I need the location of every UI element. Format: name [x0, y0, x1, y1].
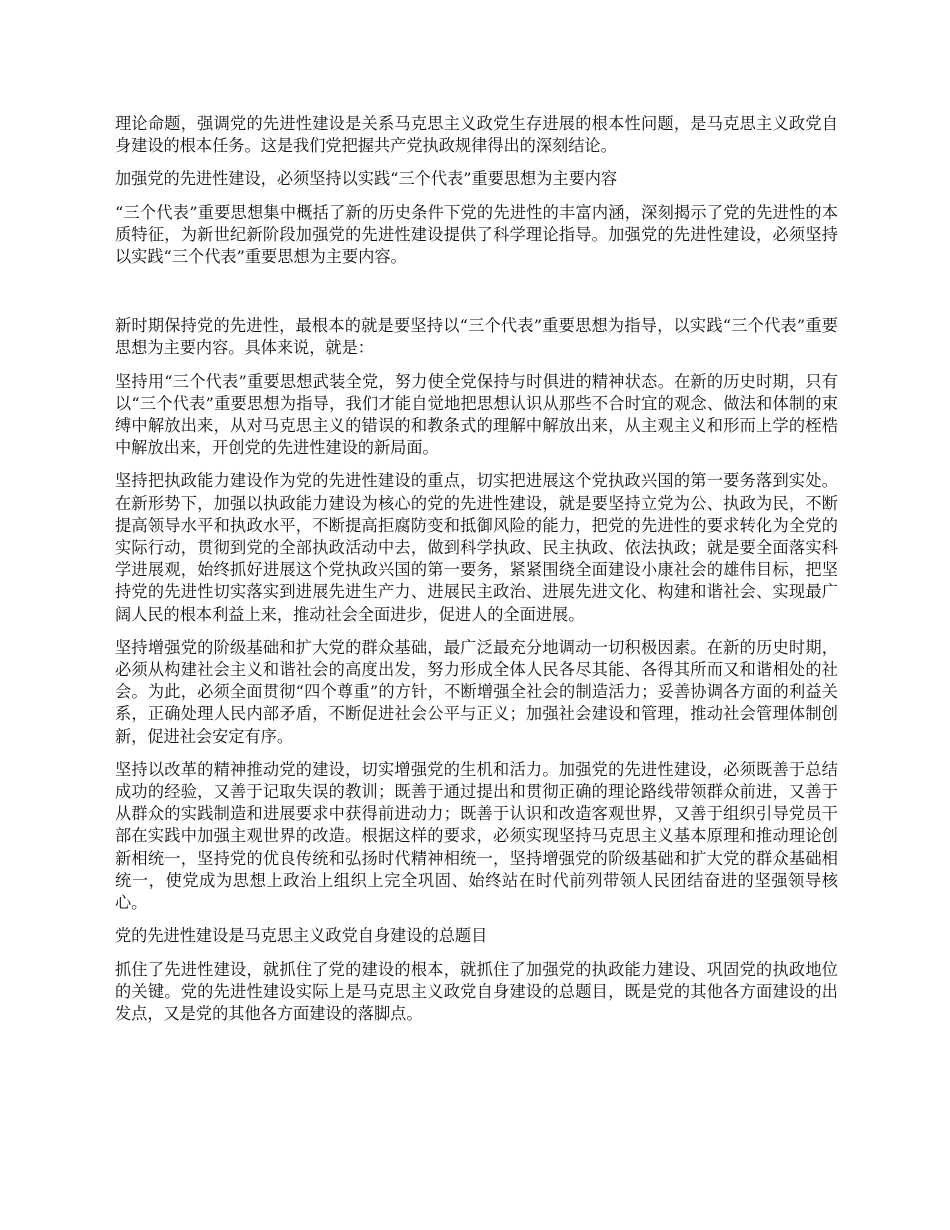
- section-heading-general-topic: 党的先进性建设是马克思主义政党自身建设的总题目: [115, 926, 488, 946]
- paragraph-arm-the-party: 坚持用“三个代表”重要思想武装全党，努力使全党保持与时俱进的精神状态。在新的历史时期，只有以“三个代表”重要思想为指导，我们才能自觉地把思想认识从那些不合时宜的观念、做法和体制的束缚中解放出来，从对马克思主义的错误的和教条式的理解中解放出来，从主观主义和形而上学的桎梏中解放出来，开创党的先进性建设的新局面。: [115, 371, 838, 458]
- paragraph-intro-conclusion: 理论命题，强调党的先进性建设是关系马克思主义政党生存进展的根本性问题，是马克思主义政党自身建设的根本任务。这是我们党把握共产党执政规律得出的深刻结论。: [115, 114, 838, 156]
- paragraph-new-era: 新时期保持党的先进性，最根本的就是要坚持以“三个代表”重要思想为指导，以实践“三个代表”重要思想为主要内容。具体来说，就是：: [115, 316, 838, 358]
- paragraph-closing: 抓住了先进性建设，就抓住了党的建设的根本，就抓住了加强党的执政能力建设、巩固党的执政地位的关键。党的先进性建设实际上是马克思主义政党自身建设的总题目，既是党的其他各方面建设的出发点，又是党的其他各方面建设的落脚点。: [115, 959, 838, 1023]
- paragraph-class-and-mass-base: 坚持增强党的阶级基础和扩大党的群众基础，最广泛最充分地调动一切积极因素。在新的历史时期，必须从构建社会主义和谐社会的高度出发，努力形成全体人民各尽其能、各得其所而又和谐相处的社会。为此，必须全面贯彻“四个尊重”的方针，不断增强全社会的制造活力；妥善协调各方面的利益关系，正确处理人民内部矛盾，不断促进社会公平与正义；加强社会建设和管理，推动社会管理体制创新，促进社会安定有序。: [115, 637, 838, 746]
- document-body: [115, 113, 838, 1036]
- paragraph-three-represents-summary: “三个代表”重要思想集中概括了新的历史条件下党的先进性的丰富内涵，深刻揭示了党的先进性的本质特征，为新世纪新阶段加强党的先进性建设提供了科学理论指导。加强党的先进性建设，必须坚持以实践“三个代表”重要思想为主要内容。: [115, 202, 838, 267]
- paragraph-governing-capacity: 坚持把执政能力建设作为党的先进性建设的重点，切实把进展这个党执政兴国的第一要务落到实处。在新形势下，加强以执政能力建设为核心的党的先进性建设，就是要坚持立党为公、执政为民，不断提高领导水平和执政水平，不断提高拒腐防变和抵御风险的能力，把党的先进性的要求转化为全党的实际行动，贯彻到党的全部执政活动中去，做到科学执政、民主执政、依法执政；就是要全面落实科学进展观，始终抓好进展这个党执政兴国的第一要务，紧紧围绕全面建设小康社会的雄伟目标，把坚持党的先进性切实落实到进展先进生产力、进展民主政治、进展先进文化、构建和谐社会、实现最广阔人民的根本利益上来，推动社会全面进步，促进人的全面进展。: [115, 471, 838, 624]
- section-heading-three-represents: 加强党的先进性建设，必须坚持以实践“三个代表”重要思想为主要内容: [115, 169, 618, 189]
- paragraph-reform-spirit: 坚持以改革的精神推动党的建设，切实增强党的生机和活力。加强党的先进性建设，必须既善于总结成功的经验，又善于记取失误的教训；既善于通过提出和贯彻正确的理论路线带领群众前进，又善于从群众的实践制造和进展要求中获得前进动力；既善于认识和改造客观世界，又善于组织引导党员干部在实践中加强主观世界的改造。根据这样的要求，必须实现坚持马克思主义基本原理和推动理论创新相统一，坚持党的优良传统和弘扬时代精神相统一，坚持增强党的阶级基础和扩大党的群众基础相统一，使党成为思想上政治上组织上完全巩固、始终站在时代前列带领人民团结奋进的坚强领导核心。: [115, 759, 838, 913]
